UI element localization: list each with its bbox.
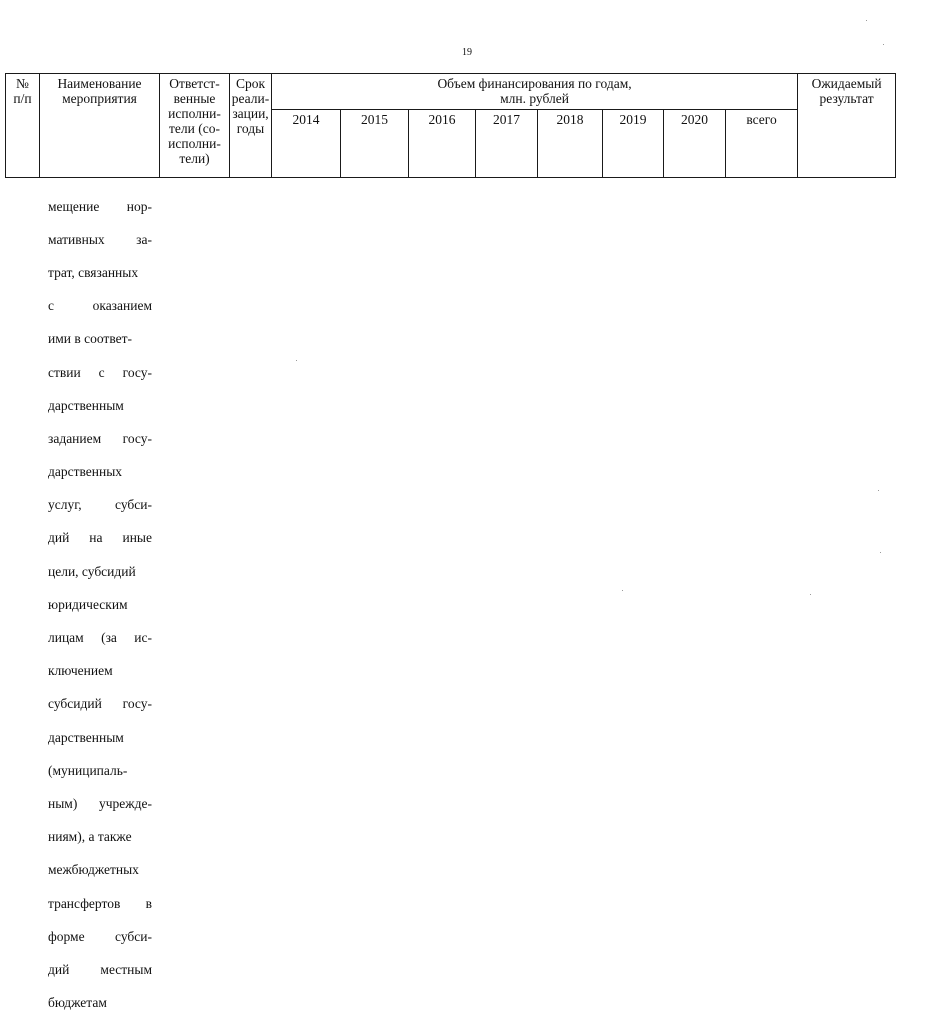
page-number: 19: [462, 47, 472, 58]
header-period: Срок реали- зации, годы: [230, 74, 272, 178]
continuation-line: с оказанием: [48, 298, 152, 314]
scan-speck: [810, 594, 811, 595]
scan-speck: [866, 20, 867, 21]
continuation-line: дий местным: [48, 961, 152, 977]
continuation-line: мативных за-: [48, 231, 152, 247]
continuation-line: цели, субсидий: [48, 563, 136, 579]
financing-table-wrapper: [5, 73, 896, 178]
continuation-line: услуг, субси-: [48, 497, 152, 513]
continuation-line: юридическим: [48, 596, 128, 612]
header-activity-name: Наименование мероприятия: [40, 74, 160, 178]
continuation-line: форме субси-: [48, 928, 152, 944]
year-2020: 2020: [664, 110, 726, 178]
continuation-line: дий на иные: [48, 530, 152, 546]
continuation-line: дарственным: [48, 729, 124, 745]
scan-speck: [878, 490, 879, 491]
continuation-line: (муниципаль-: [48, 762, 128, 778]
continuation-line: дарственных: [48, 464, 123, 480]
continuation-line: межбюджетных: [48, 862, 139, 878]
header-financing: Объем финансирования по годам, млн. рублей: [272, 74, 798, 110]
scan-speck: [622, 590, 623, 591]
year-2019: 2019: [603, 110, 664, 178]
header-number: № п/п: [6, 74, 40, 178]
continuation-line: заданием госу-: [48, 430, 152, 446]
activity-name-continuation: [48, 182, 152, 1028]
continuation-line: субсидий госу-: [48, 696, 152, 712]
scan-speck: [883, 44, 884, 45]
continuation-line: трат, связанных: [48, 264, 139, 280]
year-2014: 2014: [272, 110, 341, 178]
scan-speck: [296, 360, 297, 361]
header-executors: Ответст- венные исполни- тели (со- исполни- тели): [160, 74, 230, 178]
continuation-line: мещение нор-: [48, 198, 152, 214]
year-2018: 2018: [538, 110, 603, 178]
continuation-line: ным) учрежде-: [48, 795, 152, 811]
continuation-line: бюджетам: [48, 995, 107, 1011]
continuation-line: ключением: [48, 663, 113, 679]
continuation-line: ими в соответ-: [48, 331, 133, 347]
scan-speck: [880, 552, 881, 553]
header-expected-result: Ожидаемый результат: [798, 74, 896, 178]
continuation-line: ниям), а также: [48, 829, 132, 845]
financing-table: [5, 73, 896, 178]
year-2016: 2016: [409, 110, 476, 178]
continuation-line: лицам (за ис-: [48, 630, 152, 646]
year-2015: 2015: [341, 110, 409, 178]
continuation-line: дарственным: [48, 397, 124, 413]
year-total: всего: [726, 110, 798, 178]
year-2017: 2017: [476, 110, 538, 178]
continuation-line: ствии с госу-: [48, 364, 152, 380]
table-header-row: [6, 74, 896, 110]
continuation-line: трансфертов в: [48, 895, 152, 911]
